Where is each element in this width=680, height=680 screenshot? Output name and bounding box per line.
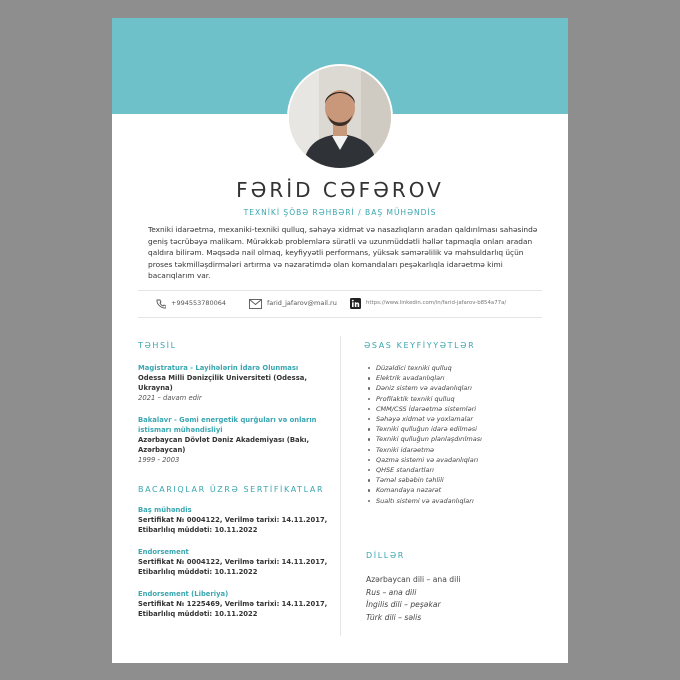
- list-item: Təməl səbəbin təhlili: [376, 475, 566, 485]
- list-item: Texniki qulluğun idarə edilməsi: [376, 424, 566, 434]
- certificate-item: [138, 589, 338, 619]
- phone-icon: [156, 294, 166, 313]
- education-heading: TƏHSİL: [138, 341, 177, 350]
- certificate-item: [138, 547, 338, 577]
- list-item: Dəniz sistem və avadanlıqları: [376, 383, 566, 393]
- certificate-details: Sertifikat № 0004122, Verilmə tarixi: 14.11.2017,: [138, 558, 328, 566]
- language-item: İngilis dili – peşəkar: [366, 600, 441, 609]
- degree-title: Magistratura - Layihələrin İdarə Olunması: [138, 364, 299, 372]
- column-divider: [340, 336, 341, 636]
- certificates-heading: BACARIQLAR ÜZRƏ SERTİFİKATLAR: [138, 485, 325, 494]
- list-item: Texniki idarəetmə: [376, 445, 566, 455]
- degree-title: Bakalavr - Gəmi energetik qurğuları və onların: [138, 416, 317, 424]
- list-item: QHSE standartları: [376, 465, 566, 475]
- school-location: Azərbaycan): [138, 446, 186, 454]
- certificate-item: [138, 505, 338, 535]
- list-item: Qazma sistemi və avadanlıqları: [376, 455, 566, 465]
- mail-icon: [249, 294, 262, 313]
- profile-summary: Texniki idarəetmə, mexaniki-texniki qulluq, səhəyə xidmət və nasazlıqların aradan qaldırılması sahəsində geniş təcrübəyə malikəm. Mürəkkəb problemlərə sürətli və uzunmüddətli həllər tapmaqla onları aradan qaldıra bilirəm. Məqsədə nail olmaq, keyfiyyətli performans, yüksək səmərəlilik və məhsuldarlıq üçün proses təkmilləşdirmələri artırma və nəzarətimdə olan komandaları peşəkarlıqla idarəetmə kimi bacarıqlarım var.: [148, 225, 538, 280]
- language-item: Azərbaycan dili – ana dili: [366, 575, 461, 584]
- certificate-validity: Etibarlılıq müddəti: 10.11.2022: [138, 526, 258, 534]
- school-name: Odessa Milli Dənizçilik Universiteti (Odessa,: [138, 374, 307, 382]
- certificate-title: Endorsement: [138, 548, 189, 556]
- phone-text: +994553780064: [171, 299, 227, 307]
- contact-linkedin: [350, 297, 506, 309]
- contact-bar: [138, 290, 542, 318]
- education-item: [138, 415, 338, 465]
- certificate-validity: Etibarlılıq müddəti: 10.11.2022: [138, 610, 258, 618]
- job-title: TEXNİKİ ŞÖBƏ RƏHBƏRİ / BAŞ MÜHƏNDİS: [243, 208, 437, 217]
- skills-list: [366, 363, 566, 506]
- profile-photo: [287, 64, 393, 170]
- list-item: Komandaya nəzarət: [376, 485, 566, 495]
- list-item: Elektrik avadanlıqları: [376, 373, 566, 383]
- degree-title-cont: istismarı mühəndisliyi: [138, 426, 223, 434]
- languages-list: [366, 574, 556, 624]
- certificate-validity: Etibarlılıq müddəti: 10.11.2022: [138, 568, 258, 576]
- linkedin-icon: [350, 294, 361, 313]
- resume-page: [112, 18, 568, 663]
- contact-phone: [156, 297, 226, 309]
- language-item: Türk dili – səlis: [366, 612, 422, 622]
- certificate-details: Sertifikat № 1225469, Verilmə tarixi: 14.11.2017,: [138, 600, 328, 608]
- school-location: Ukrayna): [138, 384, 173, 392]
- education-years: 1999 - 2003: [138, 456, 180, 464]
- skills-heading: ƏSAS KEYFİYYƏTLƏR: [364, 341, 476, 350]
- list-item: Sualtı sistemi və avadanlıqları: [376, 496, 566, 506]
- list-item: CMM/CSS İdarəetmə sistemləri: [376, 404, 566, 414]
- list-item: Düzəldici texniki qulluq: [376, 363, 566, 373]
- list-item: Səhəyə xidmət və yoxlamalar: [376, 414, 566, 424]
- linkedin-link[interactable]: https://www.linkedin.com/in/farid-jafarov-b854a77a/: [366, 300, 507, 306]
- education-years: 2021 – davam edir: [138, 394, 202, 402]
- person-name: FƏRİD CƏFƏROV: [236, 178, 444, 202]
- certificate-title: Endorsement (Liberiya): [138, 590, 229, 598]
- contact-email: [249, 297, 337, 309]
- list-item: Texniki qulluğun planlaşdırılması: [376, 434, 566, 444]
- school-name: Azərbaycan Dövlət Dəniz Akademiyası (Bakı,: [138, 436, 310, 444]
- languages-heading: DİLLƏR: [366, 551, 405, 560]
- list-item: Profilaktik texniki qulluq: [376, 394, 566, 404]
- education-item: [138, 363, 338, 403]
- certificate-title: Baş mühəndis: [138, 506, 192, 514]
- language-item: Rus – ana dili: [366, 587, 417, 597]
- email-link[interactable]: farid_jafarov@mail.ru: [267, 299, 337, 307]
- certificate-details: Sertifikat № 0004122, Verilmə tarixi: 14.11.2017,: [138, 516, 328, 524]
